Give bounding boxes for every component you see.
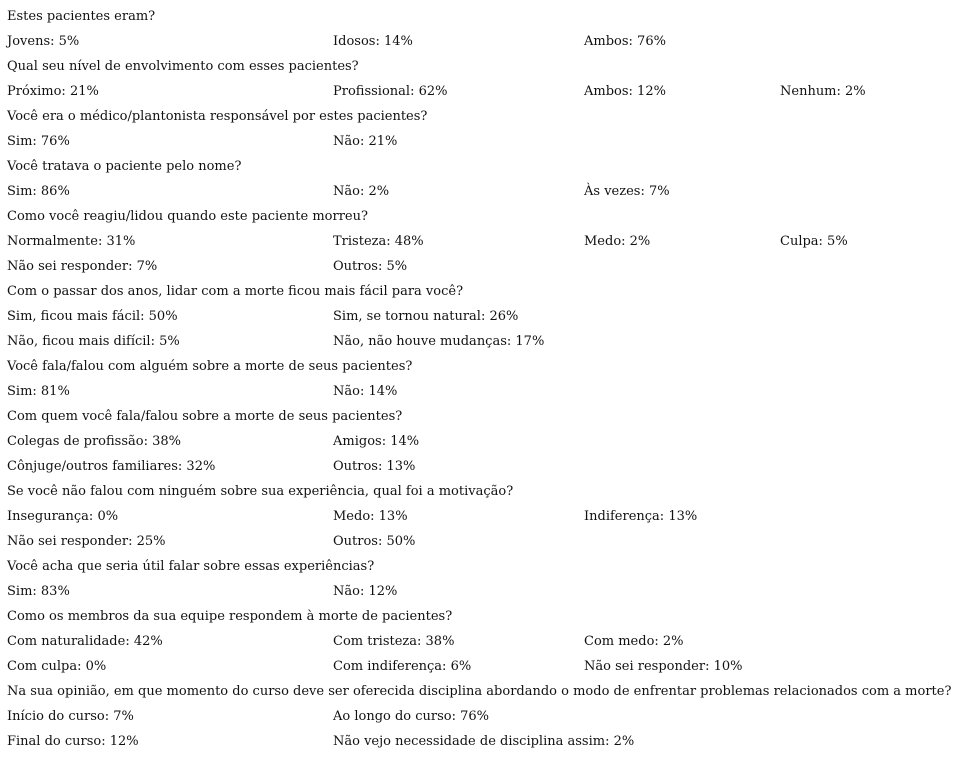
answer-row <box>7 454 977 479</box>
question-text: Qual seu nível de envolvimento com esses pacientes? <box>7 59 359 74</box>
answer-option: Às vezes: 7% <box>584 184 670 199</box>
answer-option: Não, não houve mudanças: 17% <box>333 334 545 349</box>
question-text: Na sua opinião, em que momento do curso deve ser oferecida disciplina abordando o modo de enfrentar problemas relacionados com a morte? <box>7 684 952 699</box>
answer-option: Culpa: 5% <box>780 234 848 249</box>
question-text: Você tratava o paciente pelo nome? <box>7 159 242 174</box>
answer-option: Outros: 50% <box>333 534 416 549</box>
answer-option: Com culpa: 0% <box>7 659 107 674</box>
answer-option: Não: 2% <box>333 184 390 199</box>
answer-row <box>7 379 977 404</box>
answer-option: Com medo: 2% <box>584 634 684 649</box>
answer-option: Próximo: 21% <box>7 84 99 99</box>
answer-row <box>7 504 977 529</box>
answer-option: Cônjuge/outros familiares: 32% <box>7 459 216 474</box>
answer-row <box>7 729 977 754</box>
answer-option: Com tristeza: 38% <box>333 634 455 649</box>
answer-row <box>7 304 977 329</box>
question-row <box>7 479 977 504</box>
question-row <box>7 104 977 129</box>
answer-row <box>7 654 977 679</box>
question-row <box>7 604 977 629</box>
answer-row <box>7 79 977 104</box>
question-row <box>7 554 977 579</box>
question-text: Como os membros da sua equipe respondem à morte de pacientes? <box>7 609 453 624</box>
question-row <box>7 279 977 304</box>
answer-option: Insegurança: 0% <box>7 509 119 524</box>
question-text: Você era o médico/plantonista responsável por estes pacientes? <box>7 109 428 124</box>
question-text: Estes pacientes eram? <box>7 9 156 24</box>
answer-option: Não: 21% <box>333 134 398 149</box>
question-text: Você acha que seria útil falar sobre essas experiências? <box>7 559 375 574</box>
question-text: Como você reagiu/lidou quando este paciente morreu? <box>7 209 368 224</box>
answer-row <box>7 254 977 279</box>
answer-option: Não sei responder: 10% <box>584 659 743 674</box>
answer-option: Com naturalidade: 42% <box>7 634 163 649</box>
answer-option: Nenhum: 2% <box>780 84 866 99</box>
answer-option: Medo: 2% <box>584 234 651 249</box>
question-text: Você fala/falou com alguém sobre a morte de seus pacientes? <box>7 359 413 374</box>
answer-row <box>7 29 977 54</box>
answer-row <box>7 579 977 604</box>
answer-option: Sim: 83% <box>7 584 70 599</box>
answer-row <box>7 179 977 204</box>
question-row <box>7 679 977 704</box>
question-row <box>7 4 977 29</box>
answer-option: Final do curso: 12% <box>7 734 139 749</box>
answer-option: Não: 14% <box>333 384 398 399</box>
answer-option: Com indiferença: 6% <box>333 659 472 674</box>
answer-row <box>7 704 977 729</box>
answer-row <box>7 229 977 254</box>
survey-results <box>7 4 977 754</box>
answer-option: Ambos: 12% <box>584 84 666 99</box>
answer-row <box>7 129 977 154</box>
answer-option: Idosos: 14% <box>333 34 413 49</box>
answer-option: Não: 12% <box>333 584 398 599</box>
answer-option: Profissional: 62% <box>333 84 448 99</box>
answer-option: Ao longo do curso: 76% <box>333 709 490 724</box>
answer-option: Amigos: 14% <box>333 434 420 449</box>
question-text: Com o passar dos anos, lidar com a morte ficou mais fácil para você? <box>7 284 464 299</box>
question-row <box>7 354 977 379</box>
question-row <box>7 404 977 429</box>
answer-option: Não sei responder: 7% <box>7 259 158 274</box>
answer-option: Sim, ficou mais fácil: 50% <box>7 309 178 324</box>
answer-option: Sim: 76% <box>7 134 70 149</box>
answer-option: Sim: 81% <box>7 384 70 399</box>
question-text: Com quem você fala/falou sobre a morte de seus pacientes? <box>7 409 403 424</box>
answer-option: Tristeza: 48% <box>333 234 424 249</box>
answer-option: Normalmente: 31% <box>7 234 136 249</box>
answer-option: Jovens: 5% <box>7 34 80 49</box>
question-text: Se você não falou com ninguém sobre sua experiência, qual foi a motivação? <box>7 484 514 499</box>
answer-option: Não vejo necessidade de disciplina assim: 2% <box>333 734 635 749</box>
answer-option: Colegas de profissão: 38% <box>7 434 182 449</box>
answer-option: Não, ficou mais difícil: 5% <box>7 334 180 349</box>
answer-option: Sim, se tornou natural: 26% <box>333 309 519 324</box>
answer-option: Indiferença: 13% <box>584 509 698 524</box>
answer-option: Medo: 13% <box>333 509 408 524</box>
answer-option: Não sei responder: 25% <box>7 534 166 549</box>
question-row <box>7 204 977 229</box>
question-row <box>7 154 977 179</box>
answer-row <box>7 529 977 554</box>
answer-row <box>7 329 977 354</box>
answer-option: Outros: 13% <box>333 459 416 474</box>
answer-option: Ambos: 76% <box>584 34 666 49</box>
question-row <box>7 54 977 79</box>
answer-option: Sim: 86% <box>7 184 70 199</box>
answer-row <box>7 429 977 454</box>
answer-row <box>7 629 977 654</box>
answer-option: Outros: 5% <box>333 259 408 274</box>
answer-option: Início do curso: 7% <box>7 709 134 724</box>
